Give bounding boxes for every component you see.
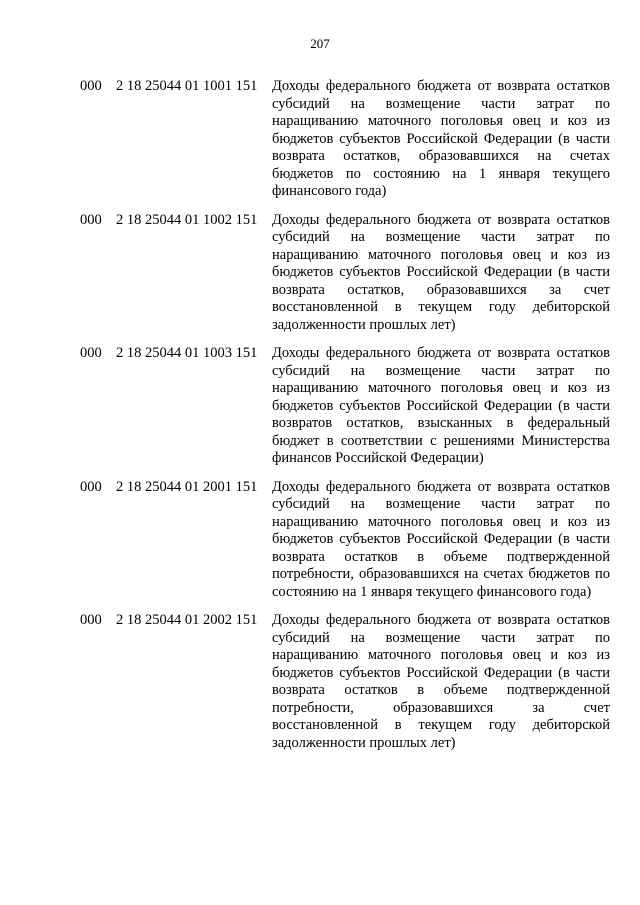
table-row (80, 345, 610, 468)
income-description: Доходы федерального бюджета от возврата остатков субсидий на возмещение части затрат по наращиванию маточного поголовья овец и коз из бюджетов субъектов Российской Федерации (в части возврата остатков в объеме подтвержденной потребности, образовавшихся на счетах бюджетов по состоянию на 1 января текущего финансового года) (272, 478, 610, 600)
table-row (80, 212, 610, 335)
income-description: Доходы федерального бюджета от возврата остатков субсидий на возмещение части затрат по наращиванию маточного поголовья овец и коз из бюджетов субъектов Российской Федерации (в части возвратов остатков, взысканных в федеральный бюджет в соответствии с решениями Министерства финансов Российской Федерации) (272, 345, 610, 466)
table-row (80, 78, 610, 201)
table-row (80, 612, 610, 752)
kbk-code: 2 18 25044 01 1003 151 (116, 345, 258, 361)
kbk-code: 2 18 25044 01 1001 151 (116, 78, 258, 94)
income-description: Доходы федерального бюджета от возврата остатков субсидий на возмещение части затрат по наращиванию маточного поголовья овец и коз из бюджетов субъектов Российской Федерации (в части возврата остатков, образовавшихся за счет восстановленной в текущем году дебиторской задолженности прошлых лет) (272, 211, 610, 333)
admin-code: 000 (80, 211, 102, 228)
admin-code: 000 (80, 345, 102, 361)
admin-code: 000 (80, 612, 102, 628)
kbk-code: 2 18 25044 01 2002 151 (116, 612, 258, 628)
table-row (80, 479, 610, 602)
kbk-code: 2 18 25044 01 2001 151 (116, 478, 258, 495)
admin-code: 000 (80, 478, 102, 495)
classification-table (80, 78, 610, 763)
income-description: Доходы федерального бюджета от возврата остатков субсидий на возмещение части затрат по наращиванию маточного поголовья овец и коз из бюджетов субъектов Российской Федерации (в части возврата остатков, образовавшихся на счетах бюджетов по состоянию на 1 января текущего финансового года) (272, 78, 610, 199)
kbk-code: 2 18 25044 01 1002 151 (116, 211, 258, 228)
admin-code: 000 (80, 78, 102, 94)
income-description: Доходы федерального бюджета от возврата остатков субсидий на возмещение части затрат по наращиванию маточного поголовья овец и коз из бюджетов субъектов Российской Федерации (в части возврата остатков в объеме подтвержденной потребности, образовавшихся за счет восстановленной в текущем году дебиторской задолженности прошлых лет) (272, 612, 610, 751)
page-number: 207 (310, 36, 330, 51)
